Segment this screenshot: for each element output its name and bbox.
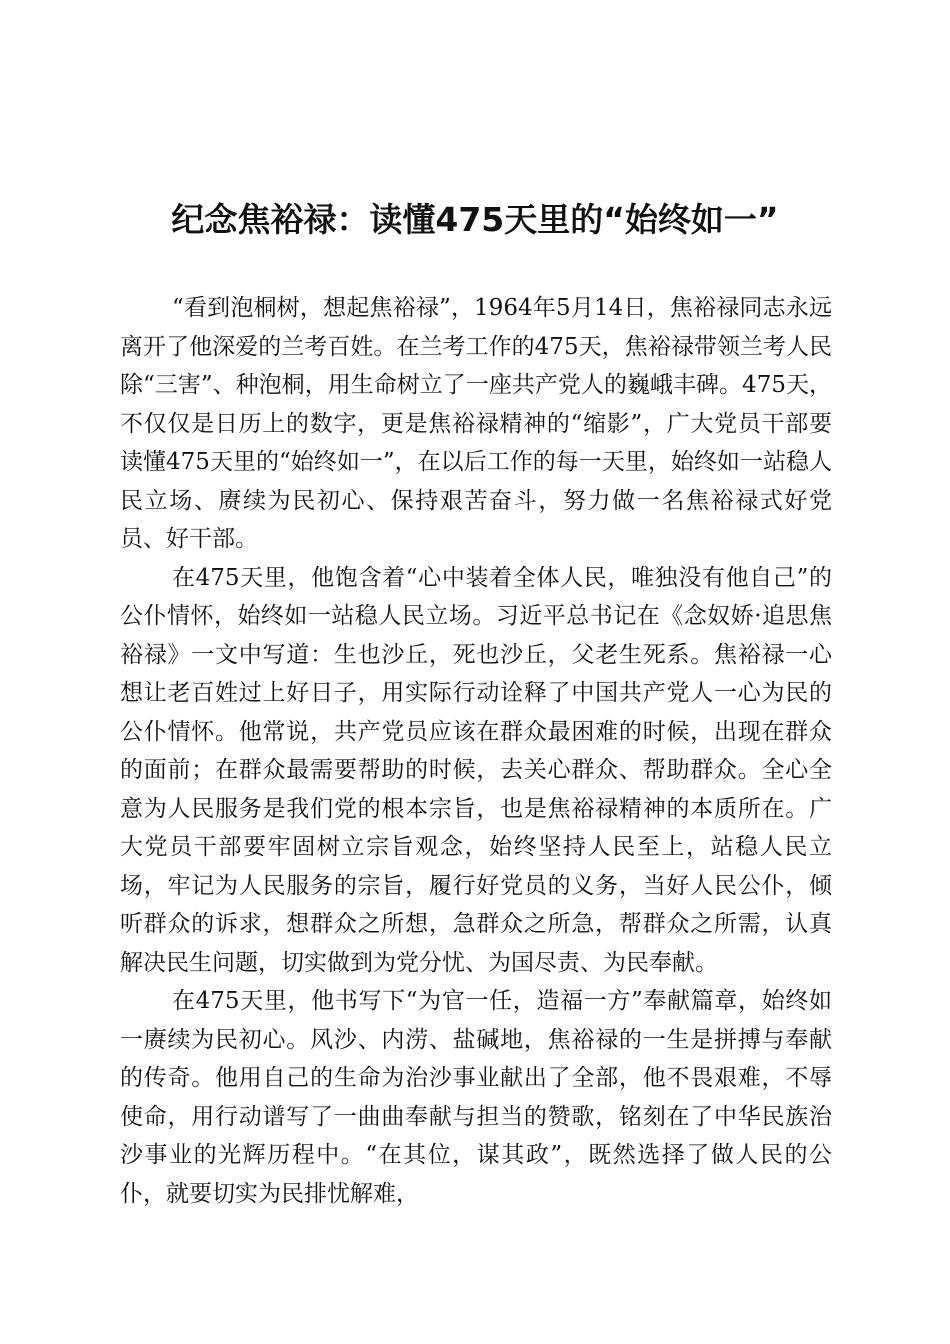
paragraph-3: 在475天里，他书写下“为官一任，造福一方”奉献篇章，始终如一赓续为民初心。风沙、内涝、盐碱地，焦裕禄的一生是拼搏与奉献的传奇。他用自己的生命为治沙事业献出了全部，他不畏艰难，不辱使命，用行动谱写了一曲曲奉献与担当的赞歌，铭刻在了中华民族治沙事业的光辉历程中。“在其位，谋其政”，既然选择了做人民的公仆，就要切实为民排忧解难， — [120, 988, 832, 1207]
document-title: 纪念焦裕禄：读懂475天里的“始终如一” — [171, 200, 779, 239]
paragraph-1: “看到泡桐树，想起焦裕禄”，1964年5月14日，焦裕禄同志永远离开了他深爱的兰考百姓。在兰考工作的475天，焦裕禄带领兰考人民除“三害”、种泡桐，用生命树立了一座共产党人的巍峨丰碑。475天，不仅仅是日历上的数字，更是焦裕禄精神的“缩影”，广大党员干部要读懂475天里的“始终如一”，在以后工作的每一天里，始终如一站稳人民立场、赓续为民初心、保持艰苦奋斗，努力做一名焦裕禄式好党员、好干部。 — [120, 295, 832, 552]
paragraph-2: 在475天里，他饱含着“心中装着全体人民，唯独没有他自己”的公仆情怀，始终如一站稳人民立场。习近平总书记在《念奴娇·追思焦裕禄》一文中写道：生也沙丘，死也沙丘，父老生死系。焦裕禄一心想让老百姓过上好日子，用实际行动诠释了中国共产党人一心为民的公仆情怀。他常说，共产党员应该在群众最困难的时候，出现在群众的面前；在群众最需要帮助的时候，去关心群众、帮助群众。全心全意为人民服务是我们党的根本宗旨，也是焦裕禄精神的本质所在。广大党员干部要牢固树立宗旨观念，始终坚持人民至上，站稳人民立场，牢记为人民服务的宗旨，履行好党员的义务，当好人民公仆，倾听群众的诉求，想群众之所想，急群众之所急，帮群众之所需，认真解决民生问题，切实做到为党分忧、为国尽责、为民奉献。 — [120, 564, 832, 976]
document-body — [120, 289, 832, 1213]
